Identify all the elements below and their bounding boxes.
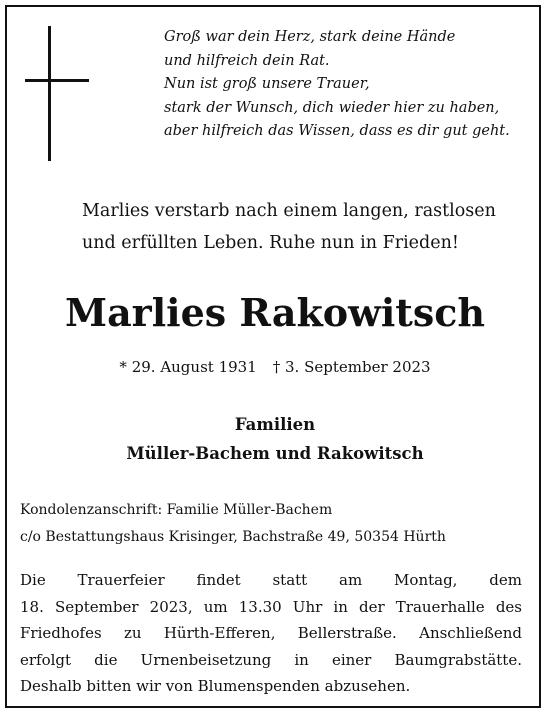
mourning-families — [0, 410, 550, 468]
notice-line: 18. September 2023, um 13.30 Uhr in der Trauerhalle des — [20, 597, 522, 616]
cross-vertical-bar — [48, 26, 51, 161]
death-date: † 3. September 2023 — [272, 358, 431, 376]
poem-line: Groß war dein Herz, stark deine Hände — [164, 29, 456, 45]
cross-horizontal-bar — [25, 79, 89, 82]
deceased-name: Marlies Rakowitsch — [65, 290, 485, 335]
notice-line: Die Trauerfeier findet statt am Montag, dem — [20, 571, 522, 589]
notice-line: erfolgt die Urnenbeisetzung in einer Baumgrabstätte. — [20, 650, 522, 669]
poem — [164, 26, 534, 144]
birth-date: * 29. August 1931 — [119, 358, 257, 376]
poem-line: Nun ist groß unsere Trauer, — [164, 76, 370, 92]
poem-line: und hilfreich dein Rat. — [164, 52, 330, 69]
intro-line: Marlies verstarb nach einem langen, rastlosen — [82, 201, 496, 221]
poem-line: stark der Wunsch, dich wieder hier zu haben, — [164, 99, 500, 116]
notice-line: Friedhofes zu Hürth-Efferen, Bellerstraße. Anschließend — [20, 624, 522, 642]
intro-text — [82, 195, 522, 259]
life-dates — [0, 355, 550, 379]
poem-line: aber hilfreich das Wissen, dass es dir gut geht. — [164, 123, 510, 139]
funeral-notice — [20, 567, 522, 700]
condolence-line: c/o Bestattungshaus Krisinger, Bachstraße 49, 50354 Hürth — [20, 529, 446, 545]
families-line: Familien — [234, 415, 316, 434]
notice-line: Deshalb bitten wir von Blumenspenden abzusehen. — [20, 677, 411, 695]
condolence-line: Kondolenzanschrift: Familie Müller-Bachem — [20, 502, 333, 518]
families-names: Müller-Bachem und Rakowitsch — [126, 444, 424, 463]
condolence-address — [20, 497, 530, 551]
intro-line: und erfüllten Leben. Ruhe nun in Frieden! — [82, 233, 459, 253]
